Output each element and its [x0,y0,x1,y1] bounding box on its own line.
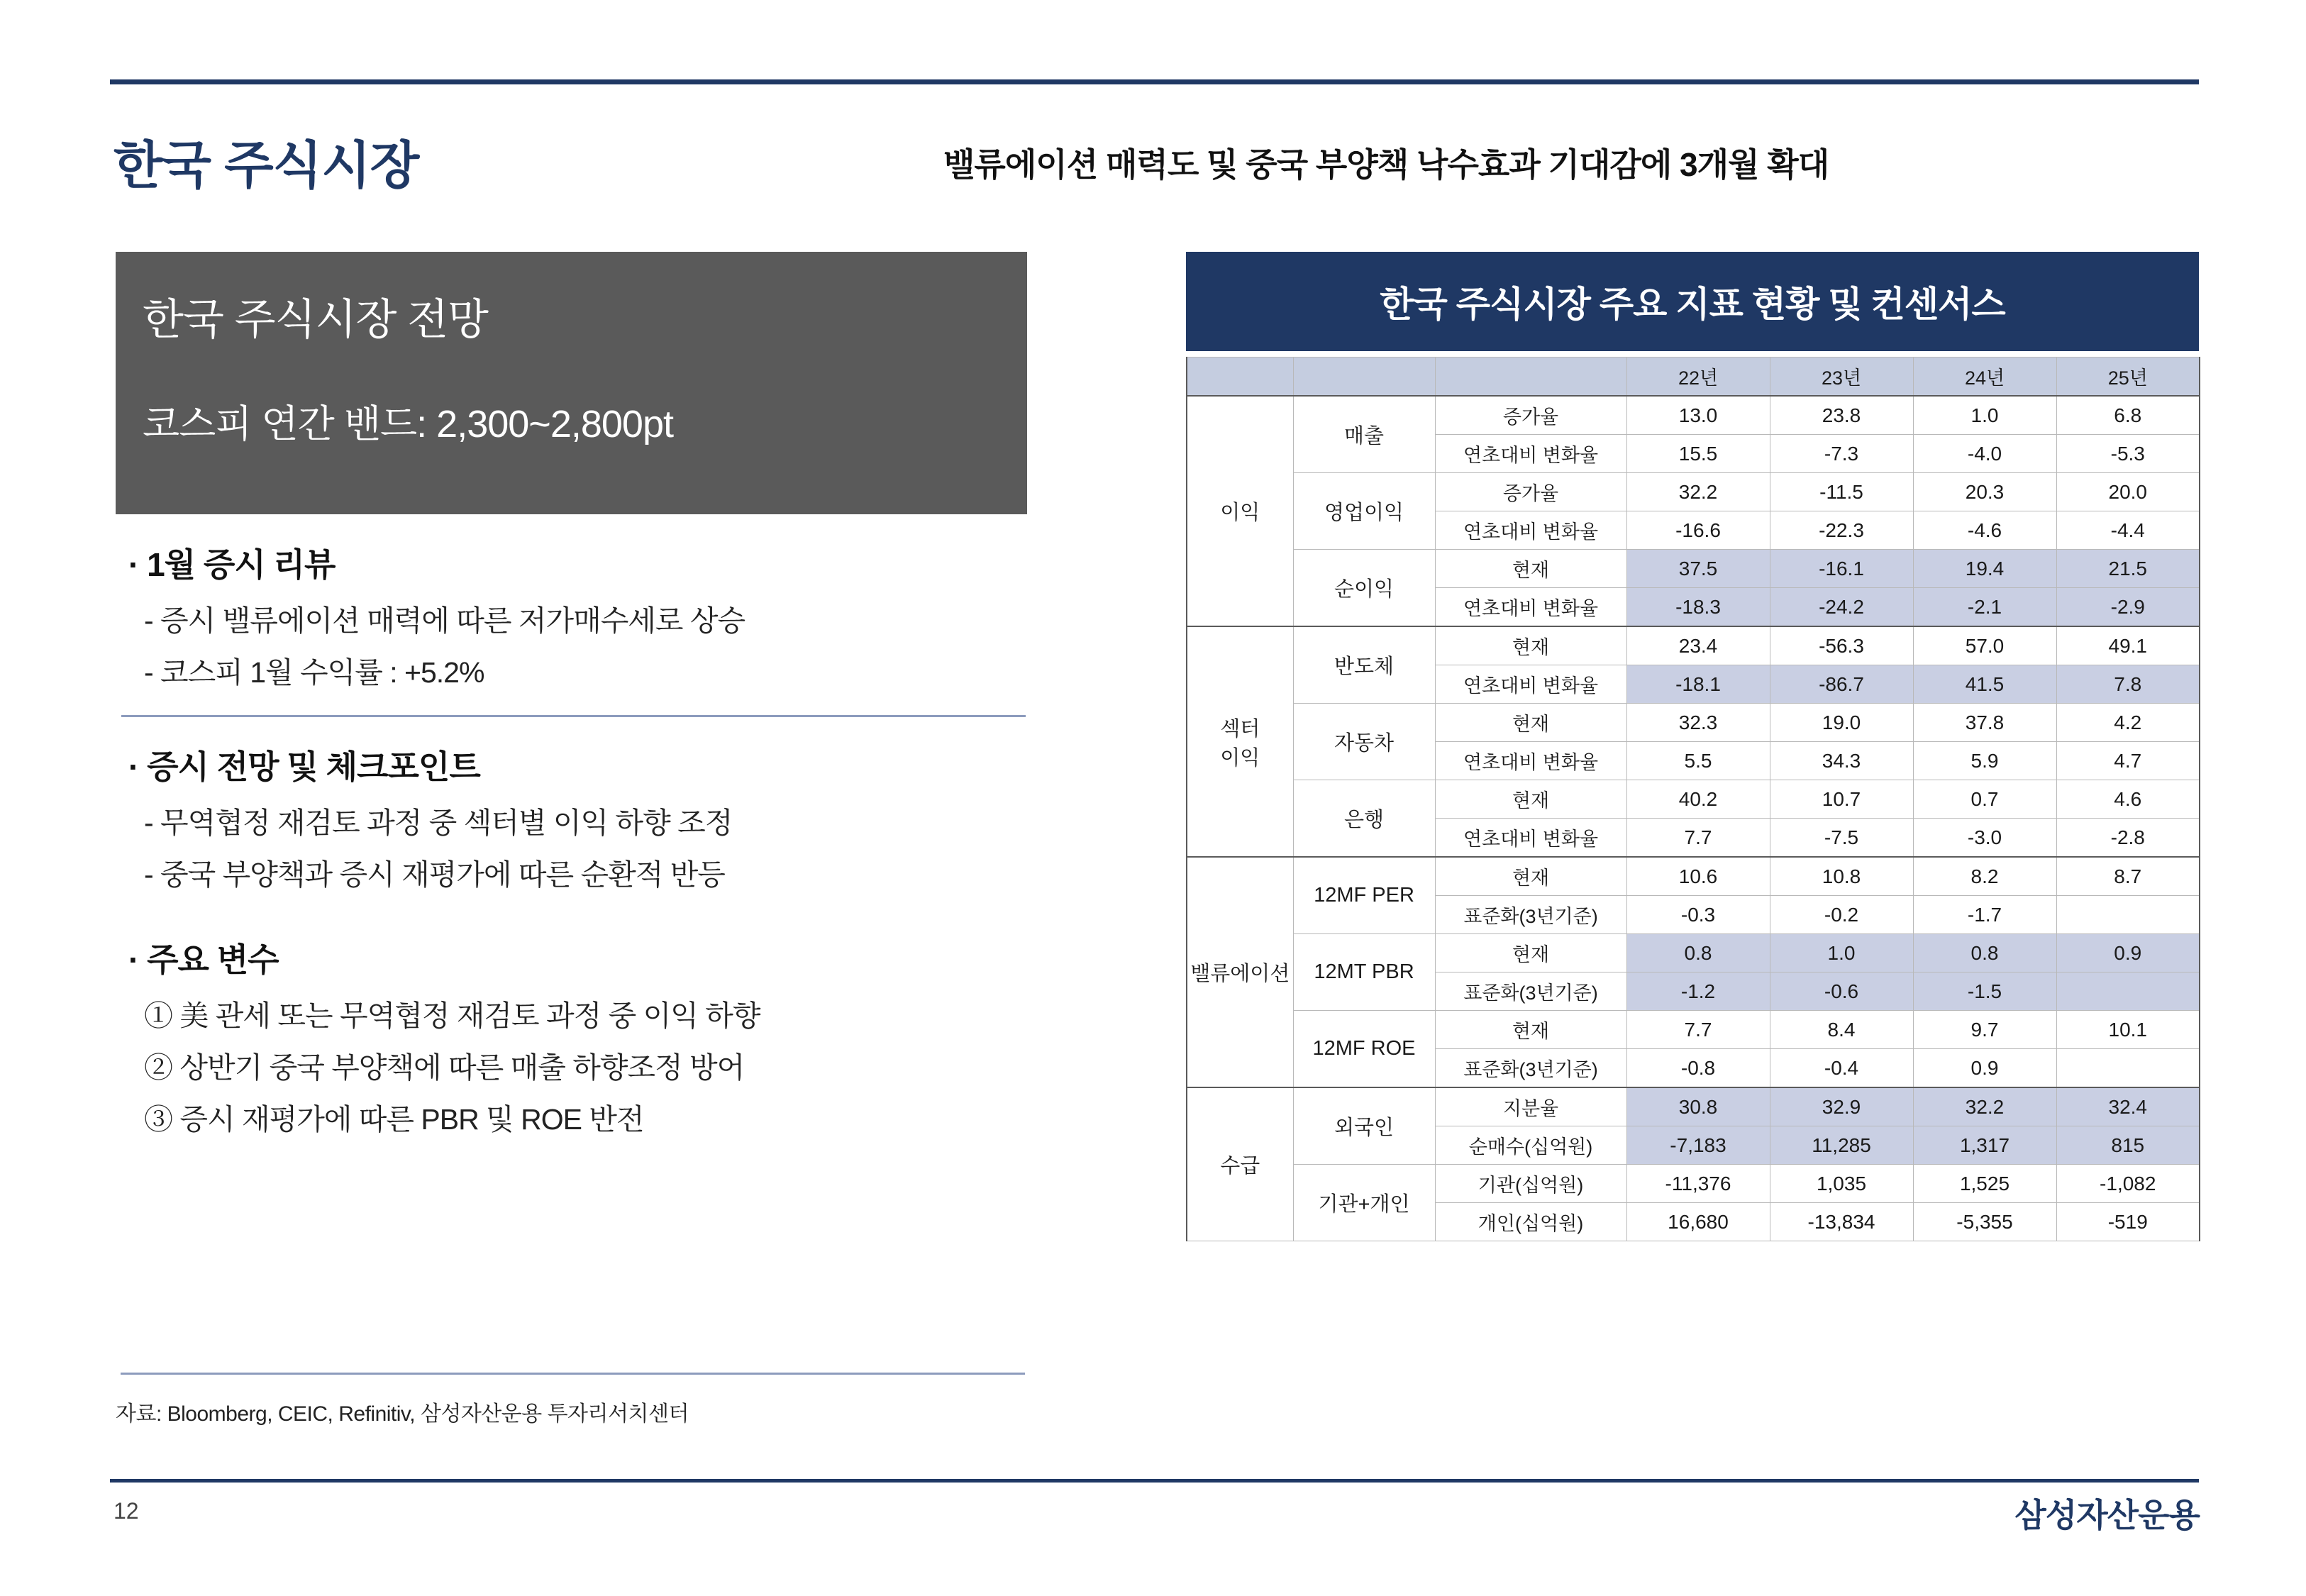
value-cell [2056,1049,2200,1088]
value-cell: 34.3 [1770,742,1913,780]
table-row [1187,934,2200,972]
value-cell: 0.9 [1913,1049,2056,1088]
value-cell: 32.3 [1626,704,1770,742]
header-year-24: 24년 [1913,358,2056,397]
sub-cell: 반도체 [1293,626,1435,704]
value-cell: -4.4 [2056,511,2200,550]
value-cell: -1.7 [1913,896,2056,934]
header-blank-2 [1293,358,1435,397]
value-cell: 19.4 [1913,550,2056,588]
value-cell [2056,972,2200,1011]
sub-cell: 외국인 [1293,1087,1435,1165]
value-cell: -5.3 [2056,435,2200,473]
value-cell: 11,285 [1770,1126,1913,1165]
row-label: 표준화(3년기준) [1435,972,1626,1011]
value-cell: -11.5 [1770,473,1913,511]
group-cell: 밸류에이션 [1187,857,1293,1087]
row-label: 현재 [1435,934,1626,972]
header-year-25: 25년 [2056,358,2200,397]
value-cell: 0.7 [1913,780,2056,819]
value-cell: -11,376 [1626,1165,1770,1203]
indicator-table [1186,357,2200,1241]
table-header-row [1187,358,2200,397]
bullet-item-1-2: - 코스피 1월 수익률 : +5.2% [144,656,484,689]
table-row [1187,1011,2200,1049]
table-row [1187,1165,2200,1203]
bullet-divider-1 [121,715,1026,717]
value-cell: 815 [2056,1126,2200,1165]
value-cell: 23.4 [1626,626,1770,665]
value-cell: 10.1 [2056,1011,2200,1049]
row-label: 현재 [1435,780,1626,819]
row-label: 지분율 [1435,1087,1626,1126]
bullet-head-2: · 증시 전망 및 체크포인트 [128,748,480,785]
table-body [1187,396,2200,1241]
row-label: 기관(십억원) [1435,1165,1626,1203]
row-label: 순매수(십억원) [1435,1126,1626,1165]
row-label: 연초대비 변화율 [1435,819,1626,858]
table-head [1187,358,2200,397]
sub-cell: 자동차 [1293,704,1435,780]
value-cell: -0.2 [1770,896,1913,934]
value-cell: 5.5 [1626,742,1770,780]
value-cell: 1,525 [1913,1165,2056,1203]
bullet-list [116,539,1052,1148]
value-cell: 20.3 [1913,473,2056,511]
bullet-head-3: · 주요 변수 [128,941,279,978]
value-cell: 6.8 [2056,396,2200,435]
indicator-table-block [1186,252,2199,1241]
value-cell: 1,035 [1770,1165,1913,1203]
table-row [1187,857,2200,896]
value-cell: -1.5 [1913,972,2056,1011]
value-cell: 32.9 [1770,1087,1913,1126]
value-cell: 21.5 [2056,550,2200,588]
value-cell: 13.0 [1626,396,1770,435]
value-cell: 8.4 [1770,1011,1913,1049]
sub-cell: 기관+개인 [1293,1165,1435,1241]
value-cell: 1.0 [1770,934,1913,972]
table-row [1187,780,2200,819]
value-cell: 1,317 [1913,1126,2056,1165]
value-cell: 15.5 [1626,435,1770,473]
value-cell: 4.2 [2056,704,2200,742]
row-label: 연초대비 변화율 [1435,742,1626,780]
value-cell: 20.0 [2056,473,2200,511]
value-cell: 5.9 [1913,742,2056,780]
value-cell: 37.8 [1913,704,2056,742]
value-cell: -1,082 [2056,1165,2200,1203]
row-label: 연초대비 변화율 [1435,435,1626,473]
value-cell: 10.7 [1770,780,1913,819]
footer-rule [110,1479,2199,1483]
value-cell: -7.5 [1770,819,1913,858]
outlook-band: 코스피 연간 밴드: 2,300~2,800pt [143,403,673,445]
value-cell: -4.0 [1913,435,2056,473]
row-label: 연초대비 변화율 [1435,511,1626,550]
value-cell: -7,183 [1626,1126,1770,1165]
sub-cell: 순이익 [1293,550,1435,627]
value-cell: 4.6 [2056,780,2200,819]
header-blank-1 [1187,358,1293,397]
table-row [1187,626,2200,665]
value-cell: -3.0 [1913,819,2056,858]
group-cell: 이익 [1187,396,1293,626]
value-cell: -18.1 [1626,665,1770,704]
value-cell: 40.2 [1626,780,1770,819]
value-cell: -2.8 [2056,819,2200,858]
sub-cell: 영업이익 [1293,473,1435,550]
table-row [1187,704,2200,742]
value-cell: -1.2 [1626,972,1770,1011]
sub-cell: 12MT PBR [1293,934,1435,1011]
value-cell: 7.7 [1626,1011,1770,1049]
value-cell: 1.0 [1913,396,2056,435]
bullet-item-1-1: - 증시 밸류에이션 매력에 따른 저가매수세로 상승 [144,604,745,637]
row-label: 개인(십억원) [1435,1203,1626,1241]
value-cell: -0.8 [1626,1049,1770,1088]
table-row [1187,550,2200,588]
row-label: 연초대비 변화율 [1435,588,1626,627]
sub-cell: 매출 [1293,396,1435,473]
value-cell [2056,896,2200,934]
sub-cell: 12MF PER [1293,857,1435,934]
value-cell: -0.3 [1626,896,1770,934]
value-cell: 4.7 [2056,742,2200,780]
value-cell: 49.1 [2056,626,2200,665]
row-label: 연초대비 변화율 [1435,665,1626,704]
value-cell: 7.8 [2056,665,2200,704]
value-cell: -519 [2056,1203,2200,1241]
row-label: 표준화(3년기준) [1435,1049,1626,1088]
value-cell: -5,355 [1913,1203,2056,1241]
header-rule [110,79,2199,84]
value-cell: -0.6 [1770,972,1913,1011]
value-cell: -24.2 [1770,588,1913,627]
value-cell: -56.3 [1770,626,1913,665]
row-label: 현재 [1435,550,1626,588]
group-cell: 섹터 이익 [1187,626,1293,857]
sub-cell: 12MF ROE [1293,1011,1435,1088]
value-cell: 30.8 [1626,1087,1770,1126]
value-cell: 9.7 [1913,1011,2056,1049]
page-subtitle: 밸류에이션 매력도 및 중국 부양책 낙수효과 기대감에 3개월 확대 [943,146,1829,183]
value-cell: -7.3 [1770,435,1913,473]
bullet-item-3-2: ② 상반기 중국 부양책에 따른 매출 하향조정 방어 [144,1051,745,1084]
row-label: 증가율 [1435,473,1626,511]
company-logo: 삼성자산운용 [2014,1497,2200,1534]
value-cell: 19.0 [1770,704,1913,742]
value-cell: 32.4 [2056,1087,2200,1126]
table-row [1187,1087,2200,1126]
value-cell: 0.8 [1626,934,1770,972]
value-cell: -16.6 [1626,511,1770,550]
value-cell: 8.7 [2056,857,2200,896]
value-cell: 7.7 [1626,819,1770,858]
outlook-box [116,252,1027,514]
page-number: 12 [113,1498,139,1524]
group-cell: 수급 [1187,1087,1293,1241]
header-year-22: 22년 [1626,358,1770,397]
value-cell: -18.3 [1626,588,1770,627]
header-blank-3 [1435,358,1626,397]
value-cell: 16,680 [1626,1203,1770,1241]
value-cell: 57.0 [1913,626,2056,665]
value-cell: -0.4 [1770,1049,1913,1088]
row-label: 현재 [1435,704,1626,742]
bullet-item-2-2: - 중국 부양책과 증시 재평가에 따른 순환적 반등 [144,858,725,891]
value-cell: -22.3 [1770,511,1913,550]
header-year-23: 23년 [1770,358,1913,397]
bullet-item-2-1: - 무역협정 재검토 과정 중 섹터별 이익 하향 조정 [144,807,733,839]
source-divider [121,1373,1025,1375]
value-cell: -86.7 [1770,665,1913,704]
row-label: 현재 [1435,857,1626,896]
table-row [1187,396,2200,435]
table-row [1187,473,2200,511]
bullet-item-3-1: ① 美 관세 또는 무역협정 재검토 과정 중 이익 하향 [144,999,760,1032]
value-cell: 0.9 [2056,934,2200,972]
row-label: 표준화(3년기준) [1435,896,1626,934]
row-label: 증가율 [1435,396,1626,435]
value-cell: 23.8 [1770,396,1913,435]
value-cell: -13,834 [1770,1203,1913,1241]
bullet-head-1: · 1월 증시 리뷰 [128,546,336,583]
value-cell: 41.5 [1913,665,2056,704]
value-cell: 0.8 [1913,934,2056,972]
value-cell: -16.1 [1770,550,1913,588]
value-cell: 10.8 [1770,857,1913,896]
source-note: 자료: Bloomberg, CEIC, Refinitiv, 삼성자산운용 투자리서치센터 [116,1402,689,1426]
value-cell: 10.6 [1626,857,1770,896]
outlook-heading: 한국 주식시장 전망 [143,296,489,343]
value-cell: 32.2 [1913,1087,2056,1126]
value-cell: -4.6 [1913,511,2056,550]
table-title: 한국 주식시장 주요 지표 현황 및 컨센서스 [1186,252,2199,351]
value-cell: -2.1 [1913,588,2056,627]
value-cell: 8.2 [1913,857,2056,896]
page-title: 한국 주식시장 [113,138,419,194]
row-label: 현재 [1435,626,1626,665]
value-cell: -2.9 [2056,588,2200,627]
value-cell: 37.5 [1626,550,1770,588]
value-cell: 32.2 [1626,473,1770,511]
sub-cell: 은행 [1293,780,1435,858]
row-label: 현재 [1435,1011,1626,1049]
bullet-item-3-3: ③ 증시 재평가에 따른 PBR 및 ROE 반전 [144,1103,644,1136]
